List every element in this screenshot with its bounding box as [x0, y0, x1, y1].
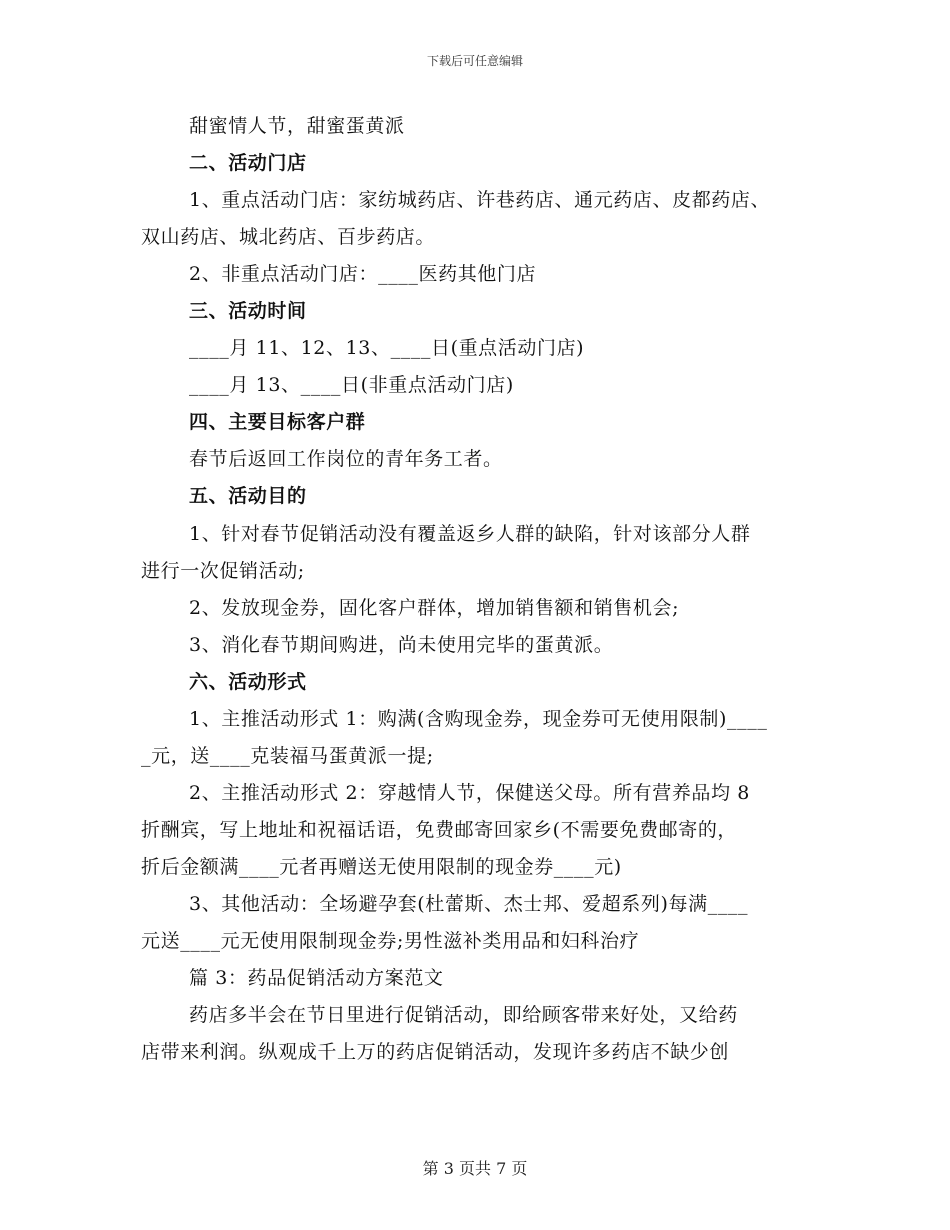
paragraph-line: 药店多半会在节日里进行促销活动，即给顾客带来好处，又给药: [189, 1004, 738, 1026]
paragraph-line: 折后金额满____元者再赠送无使用限制的现金券____元): [141, 856, 622, 878]
paragraph-line: 元送____元无使用限制现金券;男性滋补类用品和妇科治疗: [141, 930, 640, 952]
section-heading: 五、活动目的: [189, 485, 307, 507]
page-header: 下载后可任意编辑: [426, 54, 523, 68]
section-heading: 三、活动时间: [189, 300, 307, 322]
paragraph-line: 春节后返回工作岗位的青年务工者。: [189, 448, 503, 470]
paragraph-line: 店带来利润。纵观成千上万的药店促销活动，发现许多药店不缺少创: [141, 1041, 730, 1063]
paragraph-line: 2、发放现金券，固化客户群体，增加销售额和销售机会;: [189, 597, 680, 619]
paragraph-line: 2、主推活动形式 2：穿越情人节，保健送父母。所有营养品均 8: [189, 782, 750, 804]
section-heading: 二、活动门店: [189, 152, 307, 174]
paragraph-line: 1、针对春节促销活动没有覆盖返乡人群的缺陷，针对该部分人群: [189, 523, 751, 545]
paragraph-line: 2、非重点活动门店：____医药其他门店: [189, 263, 537, 285]
paragraph-line: 进行一次促销活动;: [141, 560, 305, 582]
paragraph-line: 甜蜜情人节，甜蜜蛋黄派: [189, 115, 405, 137]
paragraph-line: 1、重点活动门店：家纺城药店、许巷药店、通元药店、皮都药店、: [189, 189, 771, 211]
paragraph-line: 3、消化春节期间购进，尚未使用完毕的蛋黄派。: [189, 634, 614, 656]
paragraph-line: 1、主推活动形式 1：购满(含购现金券，现金券可无使用限制)____: [189, 708, 768, 730]
paragraph-line: 3、其他活动：全场避孕套(杜蕾斯、杰士邦、爱超系列)每满____: [189, 893, 749, 915]
article-title: 篇 3：药品促销活动方案范文: [189, 967, 444, 989]
section-heading: 六、活动形式: [189, 671, 307, 693]
paragraph-line: ____月 11、12、13、____日(重点活动门店): [189, 337, 585, 359]
paragraph-line: 折酬宾，写上地址和祝福话语，免费邮寄回家乡(不需要免费邮寄的，: [141, 819, 738, 841]
section-heading: 四、主要目标客户群: [189, 411, 366, 433]
page-footer: 第 3 页共 7 页: [422, 1159, 528, 1178]
paragraph-line: ____月 13、____日(非重点活动门店): [189, 374, 514, 396]
paragraph-line: _元，送____克装福马蛋黄派一提;: [141, 745, 434, 767]
paragraph-line: 双山药店、城北药店、百步药店。: [141, 226, 436, 248]
